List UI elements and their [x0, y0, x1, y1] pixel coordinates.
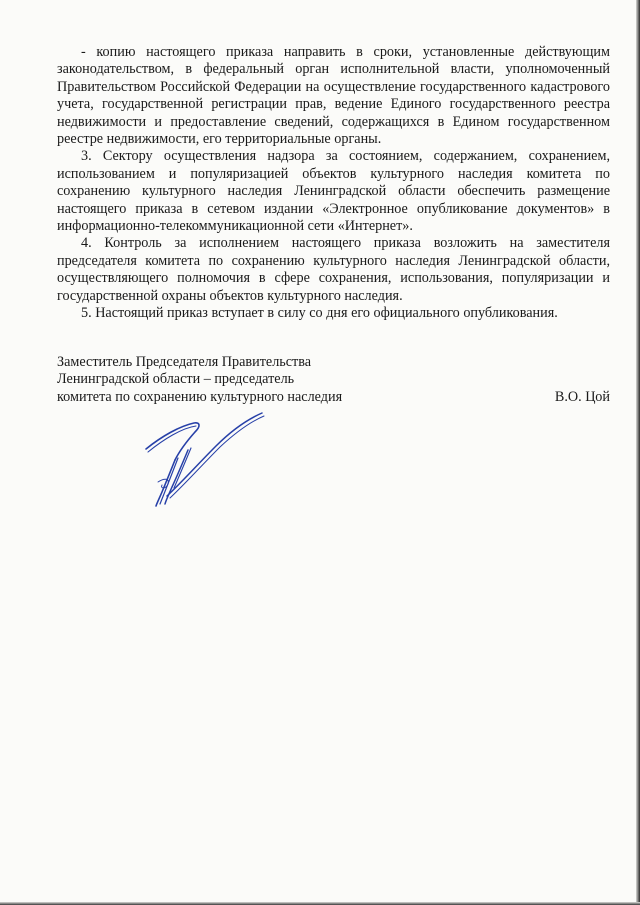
- paragraph-item-3: 3. Сектору осуществления надзора за состоянием, содержанием, сохранением, использованием и популяризацией объектов культурного наследия комитета по сохранению культурного наследия Ленинградской области обеспечить размещение настоящего приказа в сетевом издании «Электронное опубликование документов» в информационно-телекоммуникационной сети «Интернет».: [57, 148, 610, 235]
- paragraph-item-4: 4. Контроль за исполнением настоящего приказа возложить на заместителя председателя комитета по сохранению культурного наследия Ленинградской области, осуществляющего полномочия в сфере сохранения, использования, популяризации и государственной охраны объектов культурного наследия.: [57, 235, 610, 304]
- signer-name: В.О. Цой: [554, 388, 610, 405]
- signer-title-line-1: Заместитель Председателя Правительства: [57, 354, 312, 370]
- scan-edge-right: [636, 0, 640, 905]
- paragraph-copy-direction: - копию настоящего приказа направить в сроки, установленные действующим законодательством, в федеральный орган исполнительной власти, уполномоченный Правительством Российской Федерации на осуществление государственного кадастрового учета, государственной регистрации прав, ведение Единого государственного реестра недвижимости и предоставление сведений, содержащихся в Едином государственном реестре недвижимости, его территориальные органы.: [57, 44, 610, 148]
- paragraph-item-5: 5. Настоящий приказ вступает в силу со дня его официального опубликования.: [81, 305, 558, 322]
- signature-block: [57, 354, 610, 406]
- signer-title-line-3: комитета по сохранению культурного наследия: [57, 388, 343, 405]
- handwritten-signature-icon: [140, 408, 270, 513]
- document-body: [57, 44, 610, 323]
- signer-title-line-2: Ленинградской области – председатель: [57, 371, 295, 388]
